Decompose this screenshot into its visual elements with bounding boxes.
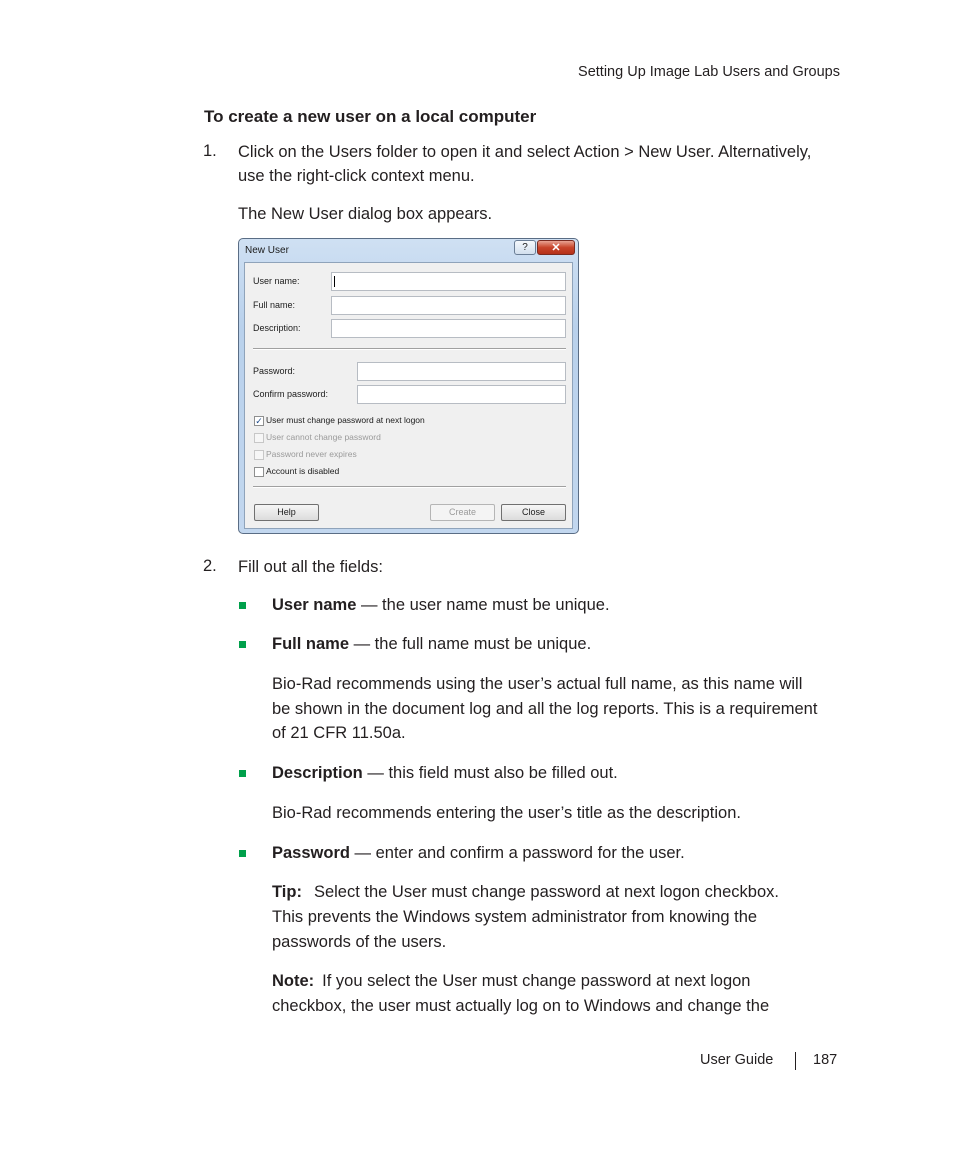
confirm-password-field[interactable] xyxy=(357,385,566,404)
help-button[interactable]: Help xyxy=(254,504,319,521)
bullet-term: Full name xyxy=(272,635,350,653)
bullet-marker xyxy=(239,850,246,857)
paragraph-line: be shown in the document log and all the log reports. This is a requirement xyxy=(272,700,818,718)
dialog-body xyxy=(244,262,573,529)
dialog-title: New User xyxy=(245,245,289,256)
password-label: Password: xyxy=(253,366,296,376)
note-label: Note: xyxy=(272,972,315,990)
running-header: Setting Up Image Lab Users and Groups xyxy=(578,64,840,80)
must-change-password-label: User must change password at next logon xyxy=(266,415,425,425)
tip-label: Tip: xyxy=(272,883,302,901)
bullet-item xyxy=(272,841,685,866)
must-change-password-checkbox[interactable]: ✓ xyxy=(255,416,263,426)
divider xyxy=(253,486,566,488)
note-line: checkbox, the user must actually log on to Windows and change the xyxy=(272,997,770,1015)
bullet-item xyxy=(272,632,591,657)
password-field[interactable] xyxy=(357,362,566,381)
help-icon[interactable]: ? xyxy=(514,240,536,255)
cannot-change-password-checkbox[interactable] xyxy=(254,433,264,443)
cannot-change-password-label: User cannot change password xyxy=(266,432,381,442)
paragraph-line: Bio-Rad recommends entering the user’s title as the description. xyxy=(272,804,741,822)
bullet-text: — the full name must be unique. xyxy=(349,635,592,653)
step-followup: The New User dialog box appears. xyxy=(238,205,493,223)
step-text: Fill out all the fields: xyxy=(238,558,383,576)
bullet-text: — the user name must be unique. xyxy=(356,596,610,614)
bullet-marker xyxy=(239,770,246,777)
tip-line: passwords of the users. xyxy=(272,933,447,951)
bullet-text: — enter and confirm a password for the user. xyxy=(349,844,685,862)
note-text: If you select the User must change password at next logon xyxy=(322,972,751,990)
create-button[interactable]: Create xyxy=(430,504,495,521)
confirm-password-label: Confirm password: xyxy=(253,389,329,399)
user-name-field[interactable] xyxy=(331,272,566,291)
close-button[interactable]: Close xyxy=(501,504,566,521)
page-number: 187 xyxy=(813,1052,838,1068)
tip-text: Select the User must change password at next logon checkbox. xyxy=(313,883,779,901)
description-field[interactable] xyxy=(331,319,566,338)
account-disabled-checkbox[interactable] xyxy=(254,467,264,477)
note-line xyxy=(272,969,751,994)
step-text: Click on the Users folder to open it and select Action > New User. Alternatively, xyxy=(238,143,812,161)
bullet-term: Password xyxy=(272,844,350,862)
tip-line xyxy=(272,880,779,905)
footer-guide: User Guide xyxy=(700,1052,774,1068)
full-name-label: Full name: xyxy=(253,300,296,310)
bullet-marker xyxy=(239,641,246,648)
bullet-item xyxy=(272,593,610,618)
paragraph-line: Bio-Rad recommends using the user’s actual full name, as this name will xyxy=(272,675,803,693)
close-icon[interactable]: ✕ xyxy=(537,240,575,255)
step-text: use the right-click context menu. xyxy=(238,167,475,185)
step-number: 1. xyxy=(203,142,217,160)
tip-line: This prevents the Windows system administrator from knowing the xyxy=(272,908,758,926)
step-number: 2. xyxy=(203,557,217,575)
user-name-label: User name: xyxy=(253,276,300,286)
bullet-item xyxy=(272,761,618,786)
paragraph-line: of 21 CFR 11.50a. xyxy=(272,724,406,742)
footer-divider xyxy=(795,1052,796,1070)
password-never-expires-checkbox[interactable] xyxy=(254,450,264,460)
new-user-dialog xyxy=(238,238,579,534)
bullet-marker xyxy=(239,602,246,609)
bullet-text: — this field must also be filled out. xyxy=(362,764,618,782)
section-heading: To create a new user on a local computer xyxy=(204,107,537,126)
full-name-field[interactable] xyxy=(331,296,566,315)
bullet-term: User name xyxy=(272,596,357,614)
description-label: Description: xyxy=(253,323,301,333)
bullet-term: Description xyxy=(272,764,363,782)
password-never-expires-label: Password never expires xyxy=(266,449,357,459)
text-caret xyxy=(334,276,335,287)
account-disabled-label: Account is disabled xyxy=(266,466,340,476)
divider xyxy=(253,348,566,350)
